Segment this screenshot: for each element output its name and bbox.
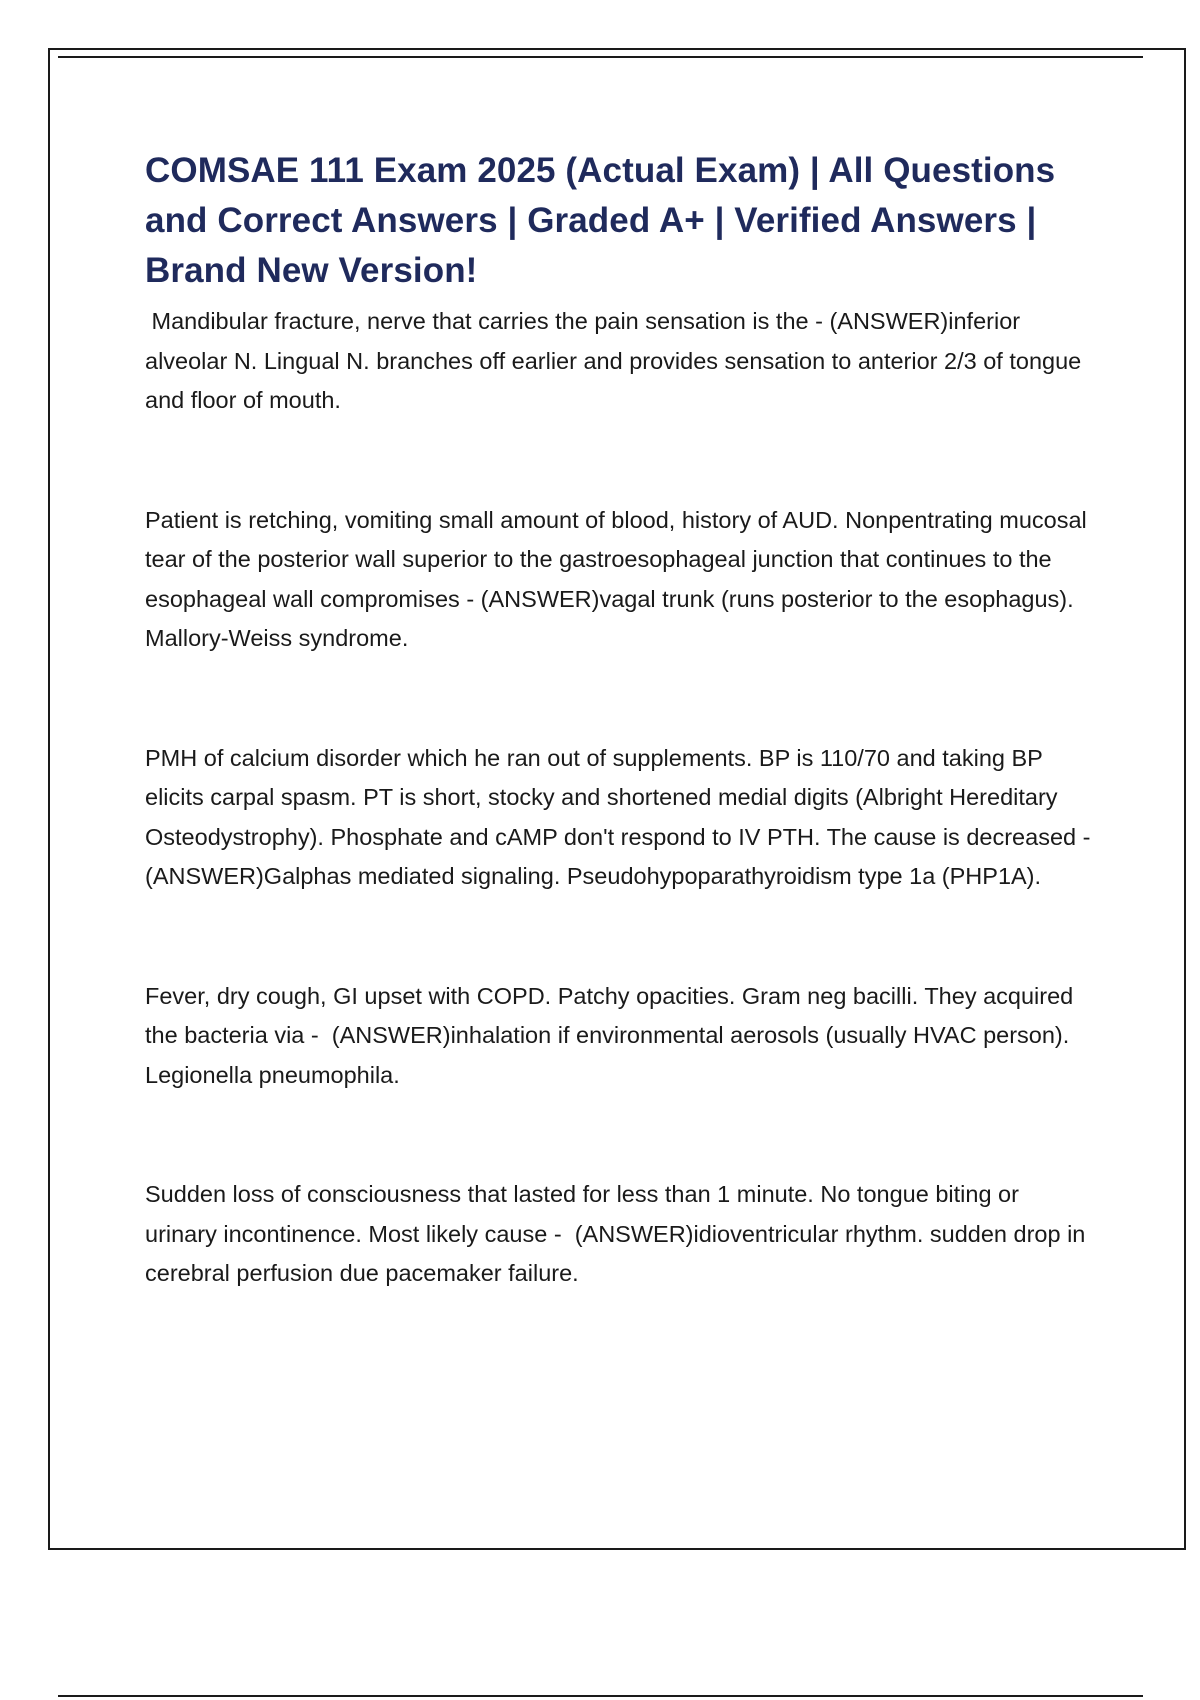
qa-item: PMH of calcium disorder which he ran out of supplements. BP is 110/70 and taking BP elicits carpal spasm. PT is short, stocky and shortened medial digits (Albright Hereditary Osteodystrophy). Phosphate and cAMP don't respond to IV PTH. The cause is decreased - (ANSWER)Galphas mediated signaling. Pseudohypoparathyroidism type 1a (PHP1A). [145, 744, 1104, 889]
qa-item: Patient is retching, vomiting small amount of blood, history of AUD. Nonpentrating mucosal tear of the posterior wall superior to the gastroesophageal junction that continues to the esophageal wall compromises - (ANSWER)vagal trunk (runs posterior to the esophagus). Mallory-Weiss syndrome. [145, 506, 1087, 651]
document-title: COMSAE 111 Exam 2025 (Actual Exam) | All Questions and Correct Answers | Graded A+ | Verified Answers | Brand New Version! [145, 151, 1056, 290]
qa-item: Fever, dry cough, GI upset with COPD. Patchy opacities. Gram neg bacilli. They acquired the bacteria via - (ANSWER)inhalation if environmental aerosols (usually HVAC person). Legionella pneumophila. [145, 982, 1080, 1088]
bottom-rule [58, 1695, 1143, 1697]
document-body [145, 146, 1104, 1294]
qa-list [145, 302, 1104, 1294]
qa-item: Mandibular fracture, nerve that carries the pain sensation is the - (ANSWER)inferior alveolar N. Lingual N. branches off earlier and provides sensation to anterior 2/3 of tongue and floor of mouth. [145, 308, 1088, 413]
top-rule [58, 56, 1143, 58]
qa-item: Sudden loss of consciousness that lasted for less than 1 minute. No tongue biting or urinary incontinence. Most likely cause - (ANSWER)idioventricular rhythm. sudden drop in cerebral perfusion due pacemaker failure. [145, 1181, 1092, 1286]
